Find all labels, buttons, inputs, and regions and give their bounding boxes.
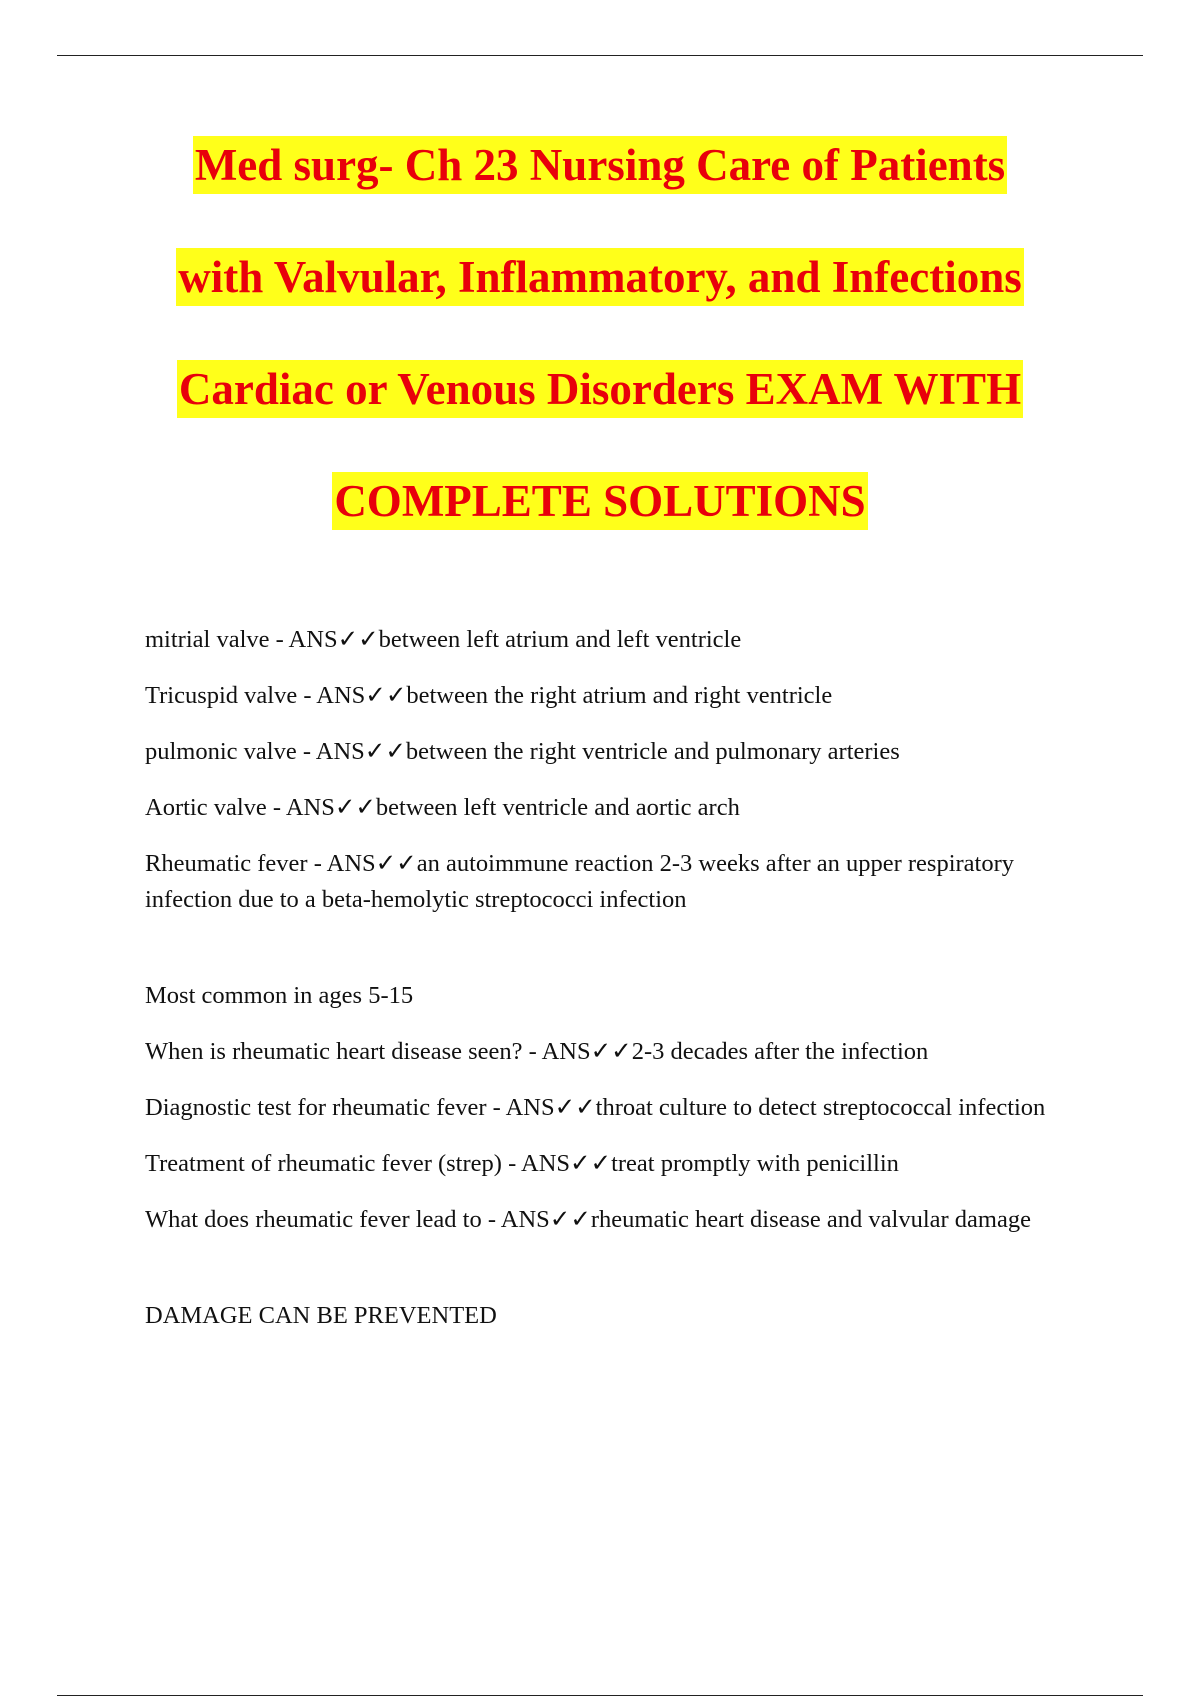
note-line: Most common in ages 5-15 xyxy=(145,982,414,1009)
qa-entry xyxy=(145,622,1080,658)
qa-entry xyxy=(145,846,1080,918)
answer-marker: - ANS✓✓ xyxy=(307,850,417,877)
entry-answer: 2-3 decades after the infection xyxy=(631,1038,929,1065)
entry-term: Aortic valve xyxy=(145,794,267,821)
entry-answer: between the right atrium and right ventricle xyxy=(406,682,833,709)
answer-marker: - ANS✓✓ xyxy=(269,626,379,653)
answer-marker: - ANS✓✓ xyxy=(297,682,407,709)
entry-answer: between left atrium and left ventricle xyxy=(378,626,742,653)
entry-term: Tricuspid valve xyxy=(145,682,298,709)
title-line-1: Med surg- Ch 23 Nursing Care of Patients xyxy=(193,136,1007,194)
entry-term: Treatment of rheumatic fever (strep) xyxy=(145,1150,502,1177)
top-rule xyxy=(57,55,1143,56)
entry-answer: treat promptly with penicillin xyxy=(611,1150,899,1177)
bottom-rule xyxy=(57,1695,1143,1696)
qa-entry xyxy=(145,1034,1080,1070)
entry-term: mitrial valve xyxy=(145,626,270,653)
qa-entry xyxy=(145,1146,1080,1182)
answer-marker: - ANS✓✓ xyxy=(296,738,406,765)
entry-answer: rheumatic heart disease and valvular damage xyxy=(590,1206,1031,1233)
entry-answer: throat culture to detect streptococcal infection xyxy=(595,1094,1046,1121)
title-line-2: with Valvular, Inflammatory, and Infections xyxy=(176,248,1023,306)
title-line-4: COMPLETE SOLUTIONS xyxy=(332,472,867,530)
entry-answer: between the right ventricle and pulmonary arteries xyxy=(405,738,900,765)
entry-term: What does rheumatic fever lead to xyxy=(145,1206,482,1233)
answer-marker: - ANS✓✓ xyxy=(501,1150,612,1177)
entry-term: pulmonic valve xyxy=(145,738,297,765)
entry-term: Rheumatic fever xyxy=(145,850,308,877)
entry-term: Diagnostic test for rheumatic fever xyxy=(145,1094,487,1121)
entry-answer: between left ventricle and aortic arch xyxy=(375,794,740,821)
qa-entry xyxy=(145,1090,1080,1126)
document-title xyxy=(100,136,1100,584)
title-line-3: Cardiac or Venous Disorders EXAM WITH xyxy=(177,360,1023,418)
flashcard-list xyxy=(145,622,1080,1354)
answer-marker: - ANS✓✓ xyxy=(486,1094,596,1121)
qa-entry xyxy=(145,678,1080,714)
qa-entry xyxy=(145,1202,1080,1238)
answer-marker: - ANS✓✓ xyxy=(481,1206,591,1233)
entry-term: When is rheumatic heart disease seen? xyxy=(145,1038,523,1065)
answer-marker: - ANS✓✓ xyxy=(266,794,376,821)
qa-entry xyxy=(145,734,1080,770)
answer-marker: - ANS✓✓ xyxy=(522,1038,632,1065)
note-line: DAMAGE CAN BE PREVENTED xyxy=(145,1302,497,1329)
qa-entry xyxy=(145,790,1080,826)
entry-answer: an autoimmune reaction 2-3 weeks after an upper respiratory infection due to a beta-hemolytic streptococci infection xyxy=(145,850,1015,913)
